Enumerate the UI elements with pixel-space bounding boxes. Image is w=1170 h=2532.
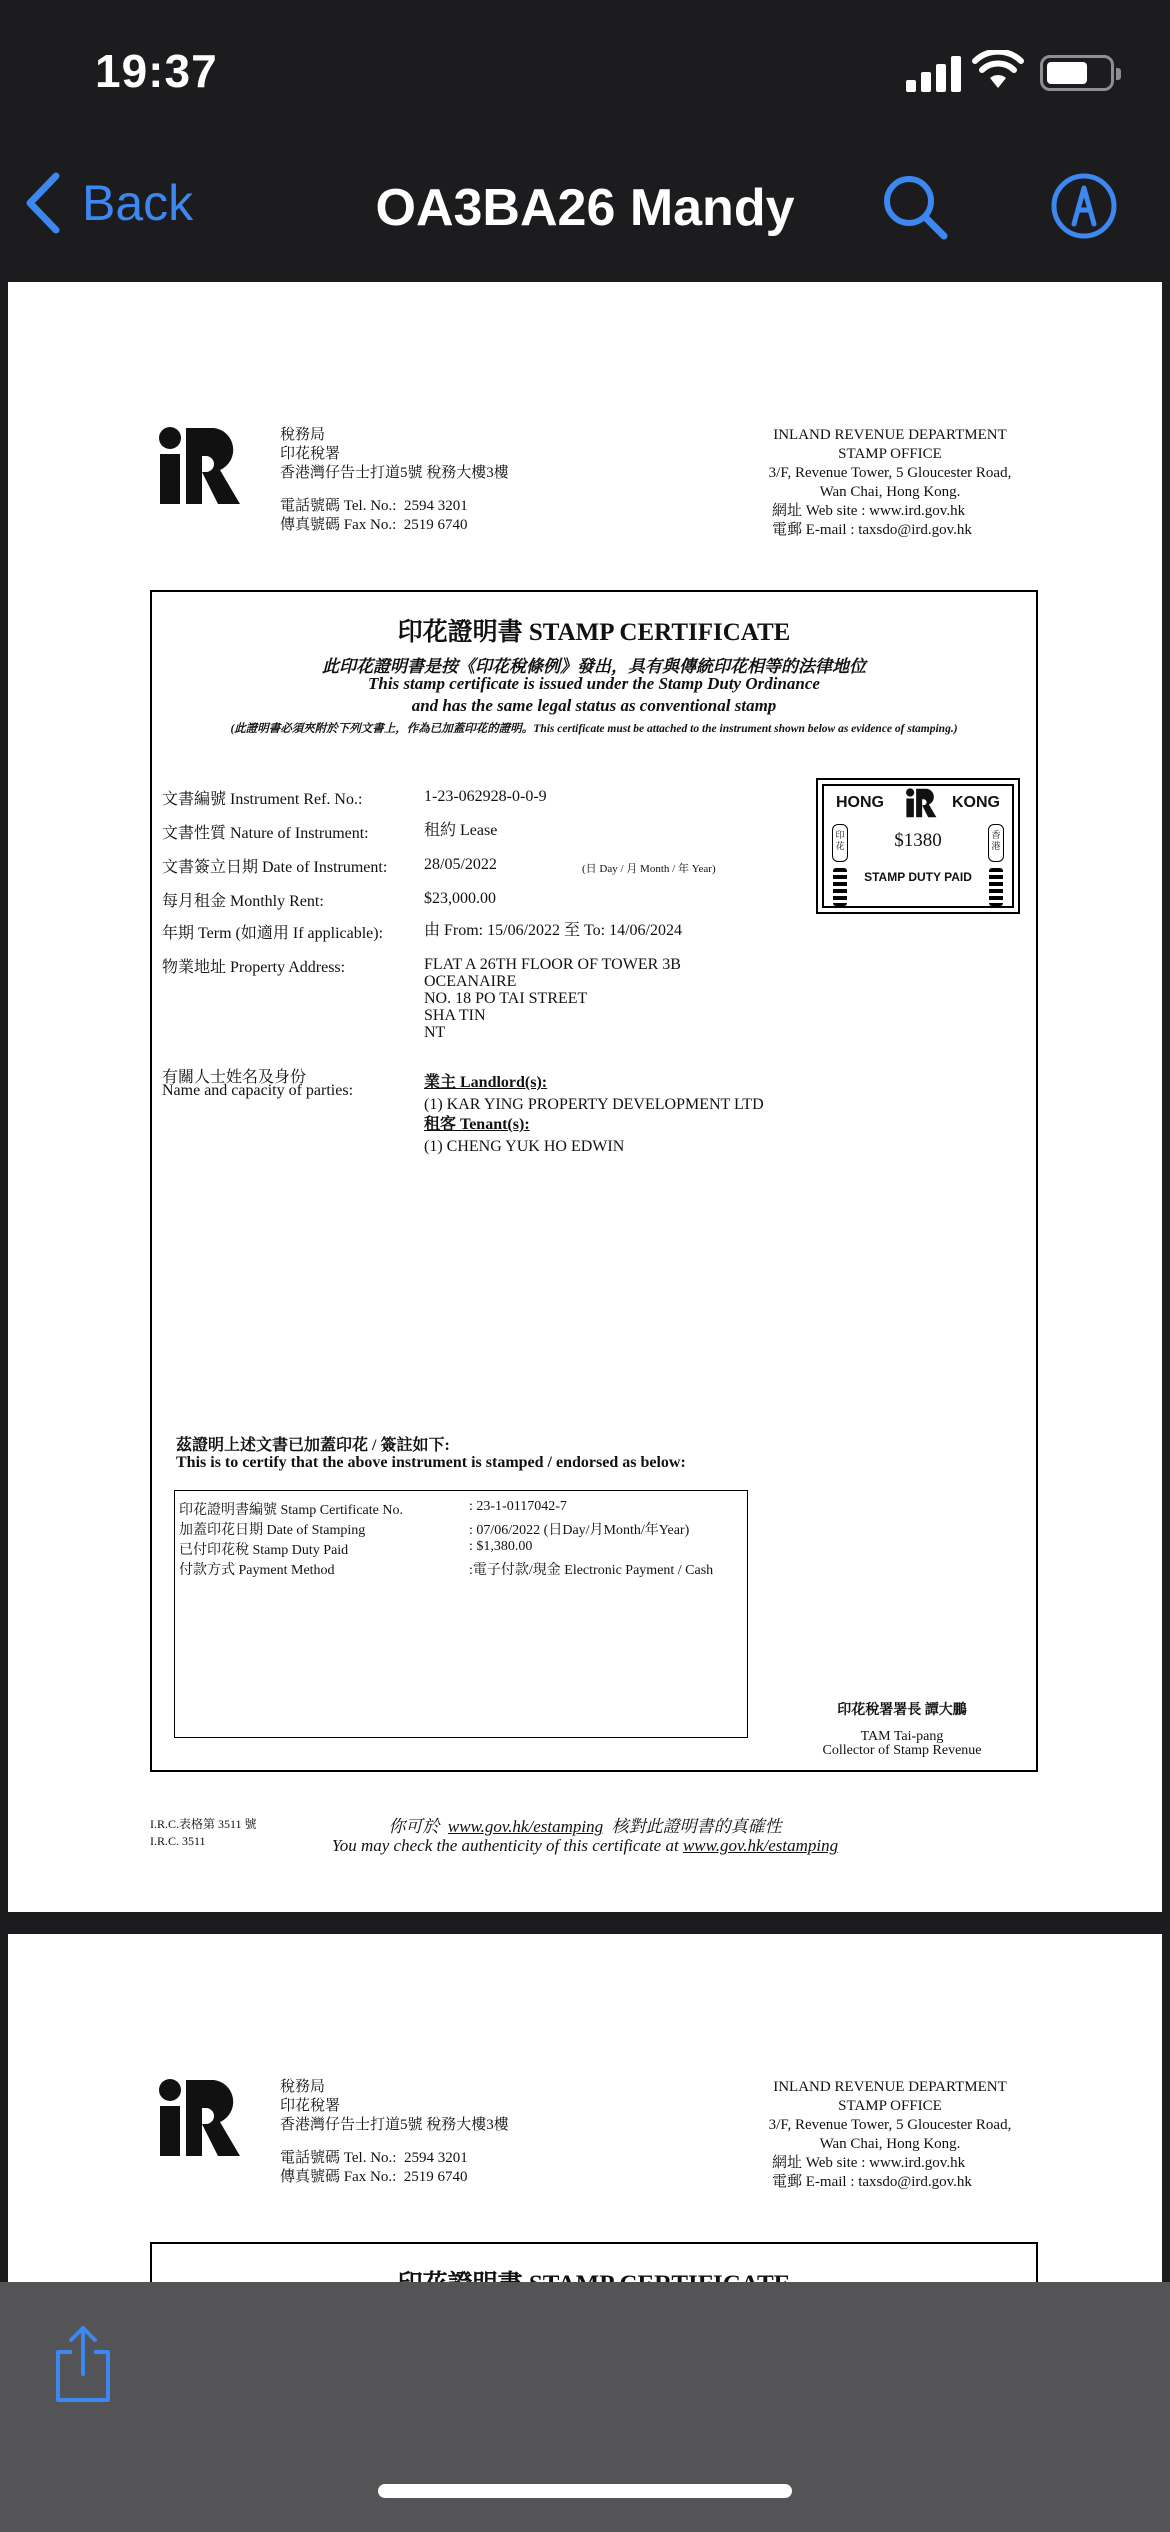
home-indicator[interactable]	[378, 2484, 792, 2498]
coil-ornament-icon	[833, 868, 847, 906]
wifi-icon	[972, 50, 1024, 90]
navigation-bar	[0, 140, 1170, 275]
term-label: 年期 Term (如適用 If applicable):	[162, 925, 384, 942]
parties-label-zh: 有關人士姓名及身份	[162, 1069, 307, 1086]
stamp-amount: $1380	[894, 830, 942, 851]
collector-name: TAM Tai-pang	[860, 1729, 944, 1744]
header-right-line: Wan Chai, Hong Kong.	[819, 484, 961, 500]
rent-label: 每月租金 Monthly Rent:	[162, 893, 324, 910]
share-icon[interactable]	[52, 2324, 114, 2404]
certify-statement-en: This is to certify that the above instrument is stamped / endorsed as below:	[176, 1454, 686, 1471]
header-left-line: 香港灣仔告士打道5號 稅務大樓3樓	[280, 2117, 509, 2133]
fax-number: 2519 6740	[403, 2169, 468, 2185]
ird-header-left	[280, 426, 509, 535]
rent-value: $23,000.00	[424, 890, 496, 907]
date-format-hint: (日 Day / 月 Month / 年 Year)	[582, 863, 716, 875]
stamp-kong: KONG	[952, 794, 1000, 811]
fax-label: 傳真號碼 Fax No.:	[280, 2169, 397, 2185]
header-right-line: STAMP OFFICE	[838, 2098, 942, 2114]
verify-note-en	[8, 1836, 1162, 1856]
certify-statement-zh: 茲證明上述文書已加蓋印花 / 簽註如下:	[176, 1437, 450, 1454]
instrument-ref-value: 1-23-062928-0-0-9	[424, 788, 547, 805]
property-address	[424, 956, 681, 1041]
landlord-name: (1) KAR YING PROPERTY DEVELOPMENT LTD	[424, 1096, 764, 1113]
stamp-certificate	[150, 590, 1038, 1772]
tel-number: 2594 3201	[403, 2150, 468, 2166]
tenant-heading: 租客 Tenant(s):	[424, 1116, 530, 1133]
term-value: 由 From: 15/06/2022 至 To: 14/06/2024	[424, 922, 683, 939]
back-button[interactable]	[20, 168, 193, 238]
details-value: : 23-1-0117042-7	[469, 1499, 567, 1514]
date-value: 28/05/2022	[424, 856, 497, 873]
instrument-ref-label: 文書編號 Instrument Ref. No.:	[162, 791, 363, 808]
ird-logo-icon	[156, 426, 242, 506]
stamp-side-left: 印花	[832, 824, 848, 862]
stamp-paid-label: STAMP DUTY PAID	[864, 870, 972, 884]
collector-title: Collector of Stamp Revenue	[822, 1743, 982, 1758]
details-label: 印花證明書編號 Stamp Certificate No.	[179, 1503, 403, 1518]
header-right-line: INLAND REVENUE DEPARTMENT	[773, 2079, 1007, 2095]
certificate-subtitle-en-1: This stamp certificate is issued under the Stamp Duty Ordinance	[368, 674, 820, 693]
markup-pen-icon[interactable]	[1050, 172, 1118, 240]
battery-icon	[1040, 55, 1114, 91]
details-value: : 07/06/2022 (日Day/月Month/年Year)	[469, 1523, 690, 1538]
tel-label: 電話號碼 Tel. No.:	[280, 2150, 397, 2166]
stamp-side-right: 香港	[988, 824, 1004, 862]
address-label: 物業地址 Property Address:	[162, 959, 346, 976]
coil-ornament-icon	[989, 868, 1003, 906]
nature-value: 租約 Lease	[424, 822, 498, 839]
parties-label-en: Name and capacity of parties:	[162, 1082, 354, 1099]
details-value: : $1,380.00	[469, 1539, 533, 1554]
verify-note-zh-post: 核對此證明書的真確性	[611, 1817, 782, 1836]
header-left-line: 印花稅署	[280, 2098, 341, 2114]
collector-signature-zh: 印花稅署署長 譚大鵬	[837, 1703, 967, 1718]
certificate-note: (此證明書必須夾附於下列文書上，作為已加蓋印花的證明。This certificate must be attached to the instrument shown below as evidence of stamping.)	[230, 723, 958, 735]
details-value: :電子付款/現金 Electronic Payment / Cash	[469, 1563, 714, 1578]
stamp-hong: HONG	[836, 794, 884, 811]
form-number-en: I.R.C. 3511	[150, 1834, 206, 1848]
stamping-details-box	[174, 1490, 748, 1738]
address-line: SHA TIN	[424, 1007, 486, 1024]
date-label: 文書簽立日期 Date of Instrument:	[162, 859, 388, 876]
header-right-line: 3/F, Revenue Tower, 5 Gloucester Road,	[768, 2117, 1012, 2133]
header-left-line: 印花稅署	[280, 446, 341, 462]
verify-link[interactable]: www.gov.hk/estamping	[447, 1817, 604, 1836]
address-line: NT	[424, 1024, 446, 1041]
verify-link[interactable]: www.gov.hk/estamping	[682, 1836, 839, 1855]
search-icon[interactable]	[880, 172, 950, 242]
tel-label: 電話號碼 Tel. No.:	[280, 498, 397, 514]
tenant-name: (1) CHENG YUK HO EDWIN	[424, 1138, 625, 1155]
address-line: NO. 18 PO TAI STREET	[424, 990, 588, 1007]
header-left-line: 稅務局	[280, 427, 326, 443]
status-bar	[0, 0, 1170, 140]
certificate-title: 印花證明書 STAMP CERTIFICATE	[397, 619, 791, 646]
certificate-subtitle-zh: 此印花證明書是按《印花稅條例》發出，具有與傳統印花相等的法律地位	[322, 657, 866, 676]
header-right-line: STAMP OFFICE	[838, 446, 942, 462]
stamp-duty-paid-seal	[816, 778, 1020, 914]
details-label: 付款方式 Payment Method	[179, 1563, 335, 1578]
website-line: 網址 Web site : www.ird.gov.hk	[772, 503, 966, 519]
back-button-label: Back	[82, 175, 194, 231]
ird-logo-icon	[156, 2078, 242, 2158]
ird-header-right	[750, 426, 1030, 540]
document-title: OA3BA26 Mandy	[375, 179, 795, 237]
ird-logo-icon	[904, 788, 938, 818]
certificate-subtitle-en-2: and has the same legal status as conventional stamp	[411, 696, 777, 715]
address-line: OCEANAIRE	[424, 973, 517, 990]
header-left-line: 稅務局	[280, 2079, 326, 2095]
ird-header-right	[750, 2078, 1030, 2192]
header-left-line: 香港灣仔告士打道5號 稅務大樓3樓	[280, 465, 509, 481]
fax-number: 2519 6740	[403, 517, 468, 533]
details-label: 已付印花稅 Stamp Duty Paid	[179, 1543, 349, 1558]
fax-label: 傳真號碼 Fax No.:	[280, 517, 397, 533]
address-line: FLAT A 26TH FLOOR OF TOWER 3B	[424, 956, 681, 973]
ird-header-left	[280, 2078, 509, 2187]
form-number-zh: I.R.C.表格第 3511 號	[150, 1817, 257, 1831]
tel-number: 2594 3201	[403, 498, 468, 514]
landlord-heading: 業主 Landlord(s):	[424, 1074, 548, 1091]
verify-note-en-pre: You may check the authenticity of this certificate at	[331, 1836, 679, 1855]
chevron-left-icon	[20, 170, 64, 236]
header-right-line: INLAND REVENUE DEPARTMENT	[773, 427, 1007, 443]
header-right-line: Wan Chai, Hong Kong.	[819, 2136, 961, 2152]
document-page-1	[8, 282, 1162, 1912]
cellular-signal-icon	[906, 54, 962, 92]
header-right-line: 3/F, Revenue Tower, 5 Gloucester Road,	[768, 465, 1012, 481]
verify-note-zh	[8, 1812, 1162, 1837]
email-line: 電郵 E-mail : taxsdo@ird.gov.hk	[772, 2174, 972, 2190]
website-line: 網址 Web site : www.ird.gov.hk	[772, 2155, 966, 2171]
status-time: 19:37	[95, 45, 218, 97]
details-label: 加蓋印花日期 Date of Stamping	[179, 1523, 366, 1538]
verify-note-zh-pre: 你可於	[388, 1817, 440, 1836]
nature-label: 文書性質 Nature of Instrument:	[162, 825, 369, 842]
email-line: 電郵 E-mail : taxsdo@ird.gov.hk	[772, 522, 972, 538]
